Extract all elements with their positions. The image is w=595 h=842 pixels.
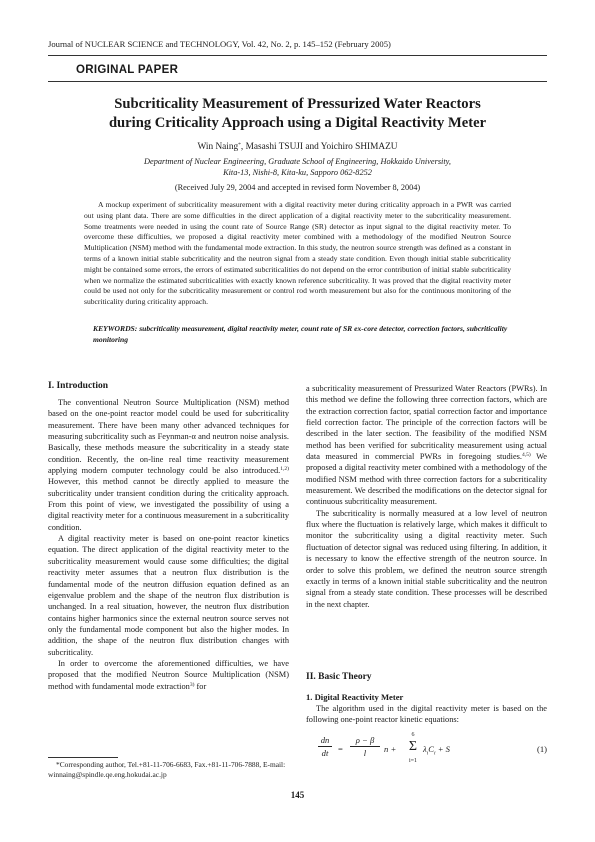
paragraph: The subcriticality is normally measured at a low level of neutron flux where the fluctuation is relatively large, which makes it difficult to monitor the subcriticality using a digital reactivity meter. Such fluctuation of detector signal was reduced using filtering. In addition, it is necessary to know the effective strength of the neutron source. In order to solve this problem, we defined the neutron source strength exactly in terms of a known initial stable subcriticality and the neutron signal from a steady state condition. These processes will be described in the next chapter.	[306, 508, 547, 609]
header-rule-top	[48, 55, 547, 56]
header-rule-bottom	[48, 81, 547, 82]
eq-equals: =	[338, 744, 343, 754]
column-left	[48, 397, 289, 692]
affiliation-line: Kita-13, Nishi-8, Kita-ku, Sapporo 062-8252	[223, 168, 372, 178]
column-right	[306, 383, 547, 610]
eq-lhs-num: dn	[320, 735, 330, 745]
paragraph-text: We proposed a digital reactivity meter combined with a methodology of the modified NSM method with three correction factors for a subcriticality measurement. We described the modifications on the detector signal for continuous subcriticality measurement.	[306, 452, 547, 507]
paper-title	[48, 95, 547, 132]
citation-ref: 1,2)	[280, 466, 289, 473]
author-rest: , Masashi TSUJI and Yoichiro SHIMAZU	[240, 142, 398, 152]
eq-lhs	[318, 735, 332, 758]
eq-tail-end: + S	[437, 744, 450, 754]
eq-fraction	[350, 735, 380, 758]
received-dates: (Received July 29, 2004 and accepted in revised form November 8, 2004)	[174, 183, 421, 192]
eq-frac-den: l	[363, 748, 367, 758]
eq-subscript: i	[434, 750, 436, 757]
eq-sum-symbol: Σ	[408, 739, 418, 754]
eq-lambda: λ	[423, 744, 427, 754]
section-heading-basic-theory: II. Basic Theory	[306, 672, 372, 682]
footnote-rule	[48, 757, 118, 758]
eq-lhs-den: dt	[321, 748, 329, 758]
eq-middle: n +	[384, 744, 397, 754]
eq-tail	[423, 744, 450, 757]
author-list	[48, 142, 547, 152]
eq-frac-num: ρ − β	[355, 735, 375, 745]
title-line: during Criticality Approach using a Digital Reactivity Meter	[108, 114, 487, 131]
paragraph	[306, 383, 547, 508]
affiliation-line: Department of Nuclear Engineering, Graduate School of Engineering, Hokkaido University,	[144, 157, 451, 166]
eq-fraction-line	[350, 746, 380, 747]
paragraph: A digital reactivity meter is based on one-point reactor kinetics equation. The direct application of the digital reactivity meter to the subcriticality measurement would cause some difficulties; the digital reactivity meter assumes that a neutron flux distribution is the fundamental mode of the neutron diffusion equation defined as an eigenvalue problem and the shape of the neutron flux distribution is unchanged. In a real situation, however, the neutron flux distribution contains higher harmonics since the external neutron source serves not only the fundamental mode component but also the higher modes. In addition, the shape of the neutron flux distribution changes with subcriticality.	[48, 534, 289, 657]
eq-sum-lower: i=1	[408, 758, 418, 764]
section-type-label: ORIGINAL PAPER	[76, 64, 179, 76]
title-line: Subcriticality Measurement of Pressurized Water Reactors	[114, 96, 481, 112]
paragraph	[48, 658, 289, 692]
paragraph-text: a subcriticality measurement of Pressurized Water Reactors (PWRs). In this method we define the following three correction factors, which are the extraction correction factor, spatial correction factor and importance field correction factor. The principle of the correction factors will be described in the later section. The feasibility of the modified NSM method has been verified for subcriticality measurement using actual data measured in commercial PWRs in foregoing studies.	[306, 384, 547, 462]
paragraph-text: for	[194, 681, 207, 691]
paragraph-text: However, this method cannot be directly applied to measure the subcriticality under transient condition during the criticality approach. From this point of view, we investigated the possibility of using a digital reactivity meter for a continuous measurement in a subcriticality condition.	[48, 477, 289, 532]
keywords: KEYWORDS: subcriticality measurement, digital reactivity meter, count rate of SR ex-core detector, correction factors, subcriticality monitoring	[93, 324, 508, 344]
page-number: 145	[290, 790, 305, 800]
eq-fraction-line	[318, 746, 332, 747]
journal-header: Journal of NUCLEAR SCIENCE and TECHNOLOGY, Vol. 42, No. 2, p. 145–152 (February 2005)	[48, 39, 391, 49]
eq-c: C	[428, 744, 434, 754]
eq-sum-upper: 6	[411, 732, 415, 738]
abstract: A mockup experiment of subcriticality measurement with a digital reactivity meter during criticality approach in a PWR was carried out using plant data. There are some difficulties in the direct application of a digital reactivity meter to the subcriticality measurement. Some treatments were needed in using the count rate of Source Range (SR) detector as input signal to the digital reactivity meter. To overcome these difficulties, we proposed a digital reactivity meter combined with a methodology of the modified Neutron Source Multiplication (NSM) method with the fundamental mode extraction. In this study, the neutron source strength was defined as a constant in terms of a known initial stable subcriticality and the neutron signal from a steady state condition. Even though initial stable subcriticality might be contained some errors, the errors of estimated subcriticalities do not depend on the error contribution of initial stable subcriticality when we normalize the estimated subcriticalities with exactly known reference subcriticality. It was proved that the digital reactivity meter could be used not only for the subcriticality measurement or control rod worth measurement but also for the continuous monitoring of the subcriticality during criticality approach.	[84, 200, 511, 307]
footnote: *Corresponding author, Tel.+81-11-706-6683, Fax.+81-11-706-7888, E-mail: winnaing@spindle.qe.eng.hokudai.ac.jp	[48, 760, 286, 780]
author-first: Win Naing	[197, 142, 239, 152]
paragraph-text: In order to overcome the aforementioned difficulties, we have proposed that the modified Neutron Source Multiplication (NSM) method with fundamental mode extraction	[48, 658, 289, 691]
citation-ref: 4,5)	[521, 452, 531, 459]
section-heading-introduction: I. Introduction	[48, 381, 109, 391]
eq-subscript: i	[426, 750, 429, 757]
paragraph-text: The conventional Neutron Source Multiplication (NSM) method based on the one-point reactor model could be used for subcriticality measurement. There have been many other advanced techniques for measuring subcriticality such as Feynman-α and neutron noise analysis. Basically, these methods measure the subcriticality in a steady state condition. Recently, the on-line real time reactivity measurement applying modern computer technology could be also introduced.	[48, 398, 289, 476]
subsection-text: The algorithm used in the digital reactivity meter is based on the following one-point reactor kinetic equations:	[306, 704, 547, 725]
affiliation	[48, 156, 547, 179]
equation-1	[318, 731, 547, 771]
subsection-heading: 1. Digital Reactivity Meter	[306, 692, 404, 702]
equation-number: (1)	[536, 744, 547, 754]
citation-ref: 3)	[189, 681, 195, 688]
paragraph	[48, 397, 289, 533]
author-marker: *	[238, 142, 241, 148]
